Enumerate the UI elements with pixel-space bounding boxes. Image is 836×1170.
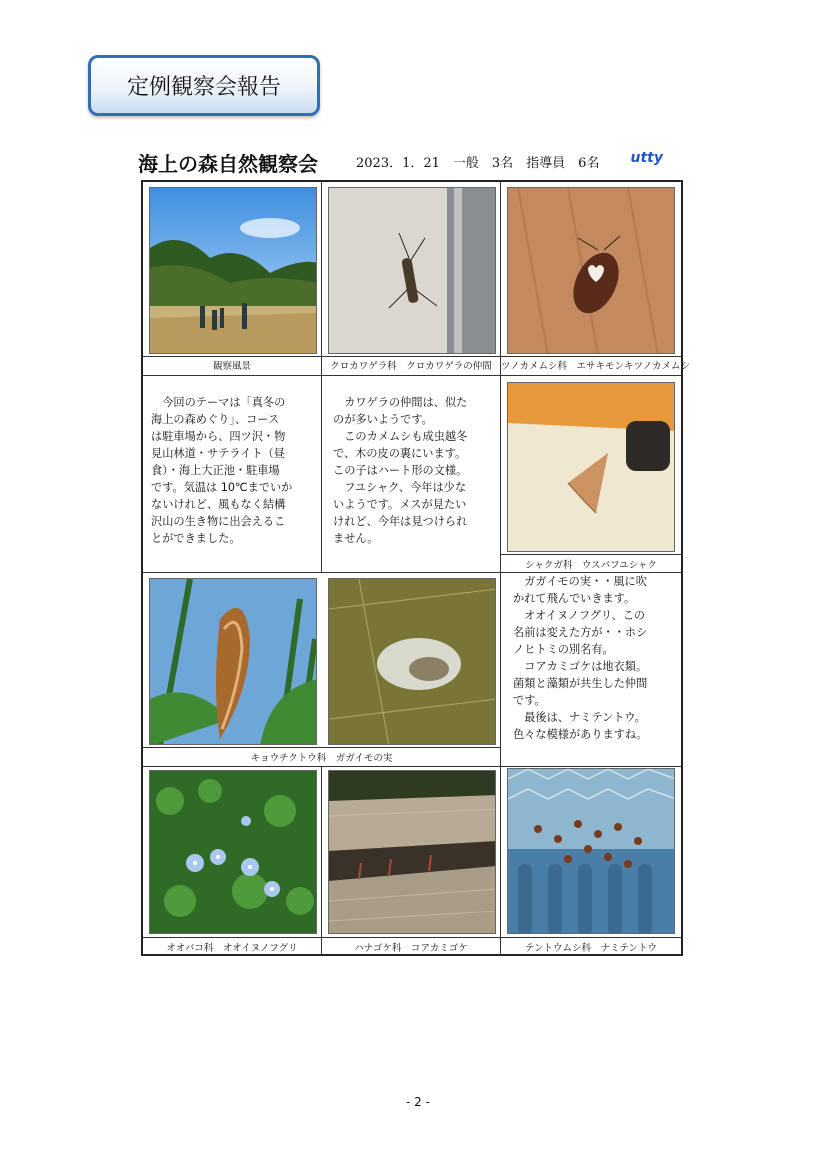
- photo-speedwell: [149, 770, 317, 934]
- report-info: 2023．1．21 一般 3名 指導員 6名: [356, 156, 600, 171]
- caption-winter-moth: シャクガ科 ウスバフユシャク: [525, 560, 657, 571]
- caption-lichen: ハナゴケ科 コアカミゴケ: [354, 943, 468, 954]
- photo-shield-bug: [507, 187, 675, 354]
- caption-milkweed: キョウチクトウ科 ガガイモの実: [250, 753, 393, 764]
- caption-shield-bug: ツノカメムシ科 エサキモンキツノカメムシ: [501, 361, 691, 372]
- photo-ladybird: [507, 768, 675, 934]
- photo-observation-scene: [149, 187, 317, 354]
- photo-winter-moth: [507, 382, 675, 552]
- photo-milkweed-pod: [328, 578, 496, 745]
- text-theme-report: 今回のテーマは「真冬の 海上の森めぐり」、コース は駐車場から、四ツ沢・物 見山林道・サテライト（昼 食）・海上大正池・駐車場 です。気温は 10℃までいか ないけれど、風もなく結構 沢山の生き物に出会えるこ とができました。: [151, 396, 293, 545]
- section-badge: 定例観察会報告: [88, 55, 320, 116]
- author-signature: utty: [630, 150, 663, 166]
- report-header: [138, 148, 683, 176]
- text-plant-notes: ガガイモの実・・風に吹 かれて飛んでいきます。 オオイヌノフグリ、この 名前は変えた方が・・ホシ ノヒトミの別名有。 コアカミゴケは地衣類。 菌類と藻類が共生した仲間 です。 最後は、ナミテントウ。 色々な模様がありますね。: [513, 575, 648, 741]
- caption-stonefly: クロカワゲラ科 クロカワゲラの仲間: [330, 361, 492, 372]
- caption-observation-scene: 観察風景: [212, 361, 251, 372]
- observation-grid: [141, 180, 691, 956]
- photo-stonefly: [328, 187, 496, 354]
- photo-lichen: [328, 770, 496, 934]
- photo-oleander-hawk: [149, 578, 317, 745]
- caption-ladybird: テントウムシ科 ナミテントウ: [525, 943, 657, 954]
- report-title: 海上の森自然観察会: [138, 152, 318, 176]
- caption-speedwell: オオバコ科 オオイヌノフグリ: [166, 943, 298, 954]
- page-number: - 2 -: [406, 1095, 430, 1109]
- text-insect-notes: カワゲラの仲間は、似た のが多いようです。 このカメムシも成虫越冬 で、木の皮の裏にいます。 この子はハート形の文様。 フユシャク、今年は少な いようです。メスが見たい けれど、今年は見つけられ ません。: [333, 396, 468, 545]
